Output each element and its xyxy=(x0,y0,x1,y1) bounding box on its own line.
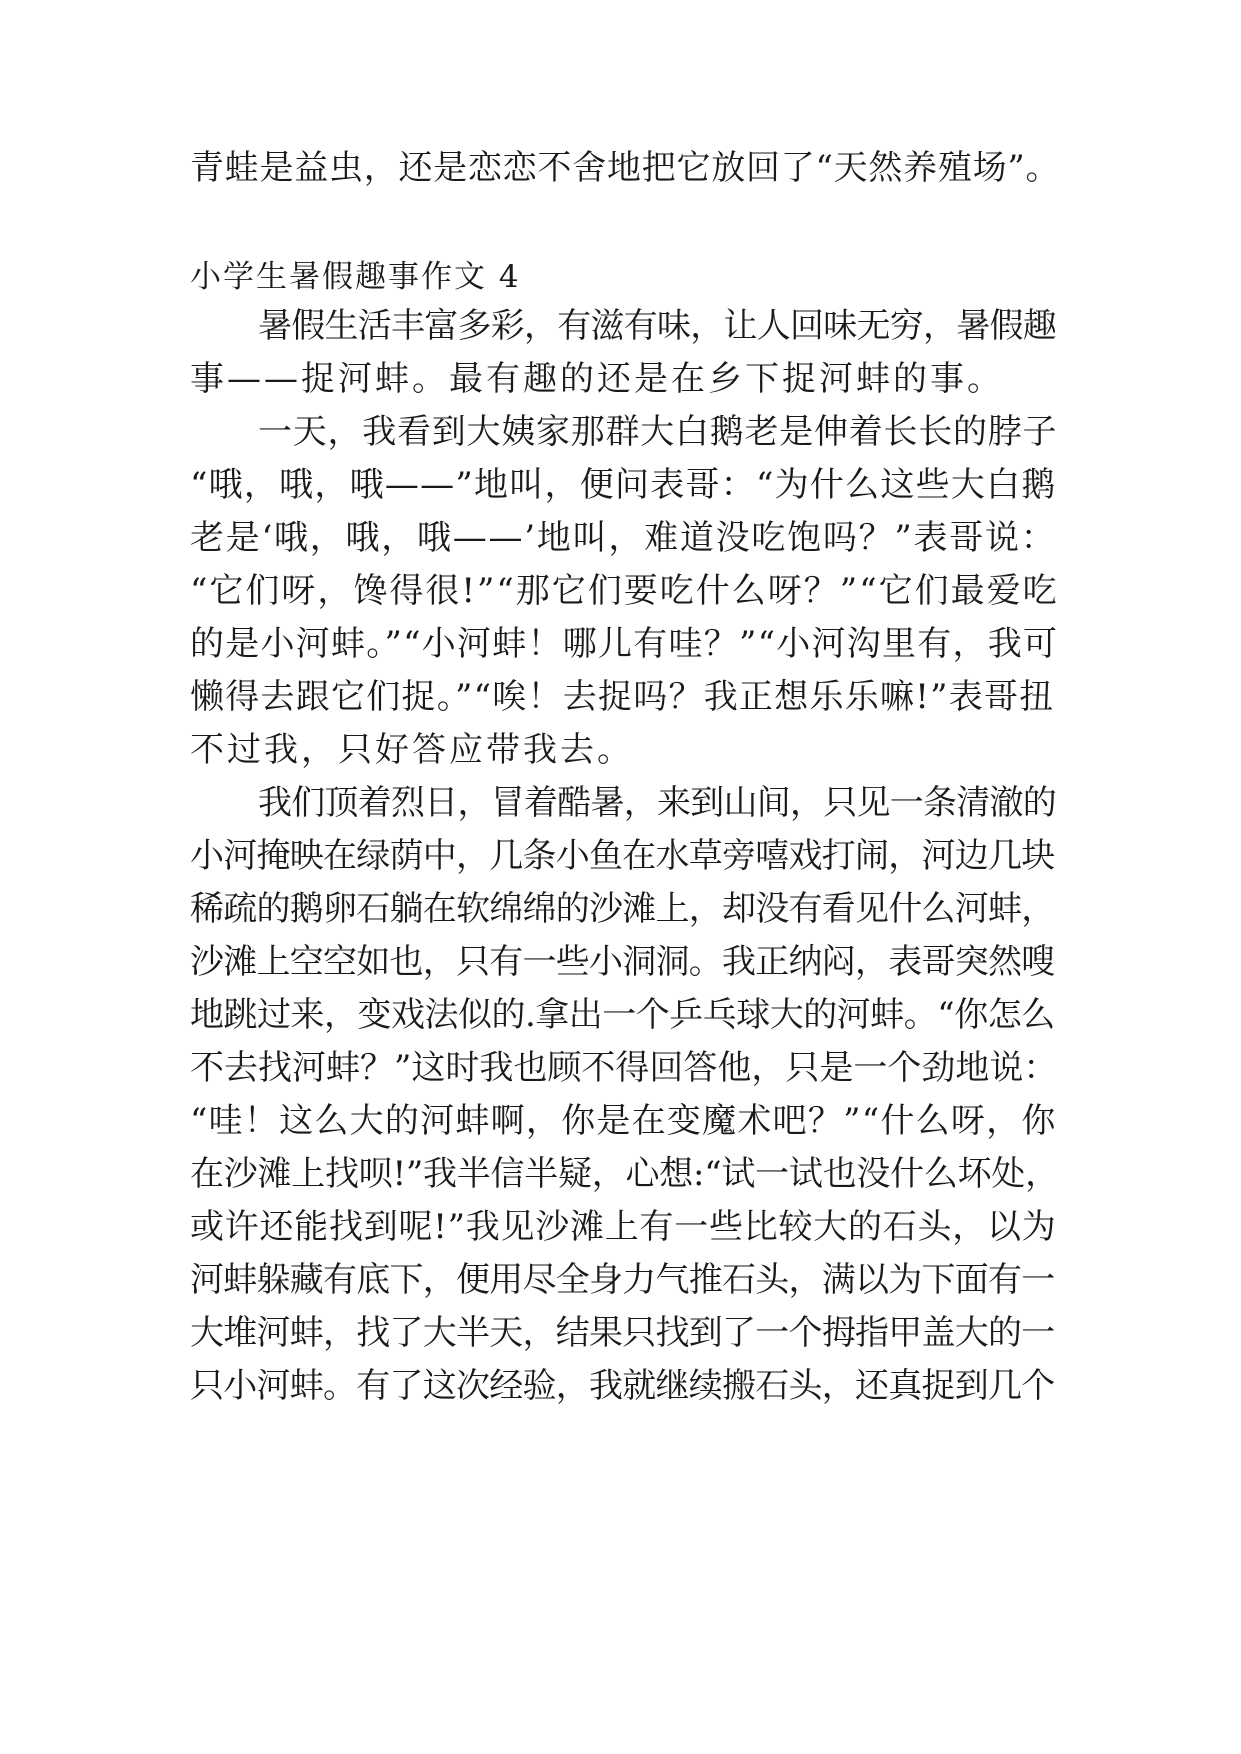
paragraph-2-line-5: 的是小河蚌。”“小河蚌！哪儿有哇？”“小河沟里有，我可 xyxy=(190,624,1059,664)
paragraph-2-line-4: “它们呀，馋得很!”“那它们要吃什么呀？”“它们最爱吃 xyxy=(190,571,1059,611)
intro-line: 青蛙是益虫，还是恋恋不舍地把它放回了“天然养殖场”。 xyxy=(190,148,1061,188)
paragraph-3-line-8: 在沙滩上找呗!”我半信半疑，心想:“试一试也没什么坏处， xyxy=(190,1154,1059,1194)
paragraph-2-line-6: 懒得去跟它们捉。”“唉！去捉吗？我正想乐乐嘛!”表哥扭 xyxy=(190,677,1055,717)
paragraph-1-line-2: 事——捉河蚌。最有趣的还是在乡下捉河蚌的事。 xyxy=(190,359,1004,399)
paragraph-3-line-9: 或许还能找到呢!”我见沙滩上有一些比较大的石头，以为 xyxy=(190,1207,1057,1247)
paragraph-2-line-2: “哦，哦，哦——”地叫，便问表哥：“为什么这些大白鹅 xyxy=(190,465,1057,505)
paragraph-3-line-10: 河蚌躲藏有底下，便用尽全身力气推石头，满以为下面有一 xyxy=(190,1260,1055,1300)
paragraph-3-line-11: 大堆河蚌，找了大半天，结果只找到了一个拇指甲盖大的一 xyxy=(190,1313,1055,1353)
paragraph-3-line-4: 沙滩上空空如也，只有一些小洞洞。我正纳闷，表哥突然嗖 xyxy=(190,942,1055,982)
paragraph-3-line-6: 不去找河蚌？”这时我也顾不得回答他，只是一个劲地说： xyxy=(190,1048,1058,1088)
paragraph-1-line-1: 暑假生活丰富多彩，有滋有味，让人回味无穷，暑假趣 xyxy=(258,306,1056,346)
paragraph-2-line-7: 不过我，只好答应带我去。 xyxy=(190,730,634,770)
paragraph-3-line-5: 地跳过来，变戏法似的.拿出一个乒乓球大的河蚌。“你怎么 xyxy=(190,995,1055,1035)
paragraph-3-line-7: “哇！这么大的河蚌啊，你是在变魔术吧？”“什么呀，你 xyxy=(190,1101,1057,1141)
section-title: 小学生暑假趣事作文 4 xyxy=(190,259,521,295)
paragraph-3-line-12: 只小河蚌。有了这次经验，我就继续搬石头，还真捉到几个 xyxy=(190,1366,1055,1406)
paragraph-3-line-2: 小河掩映在绿荫中，几条小鱼在水草旁嘻戏打闹，河边几块 xyxy=(190,836,1055,876)
paragraph-3-line-1: 我们顶着烈日，冒着酷暑，来到山间，只见一条清澈的 xyxy=(258,783,1056,823)
paragraph-3-line-3: 稀疏的鹅卵石躺在软绵绵的沙滩上，却没有看见什么河蚌， xyxy=(190,889,1055,929)
paragraph-2-line-1: 一天，我看到大姨家那群大白鹅老是伸着长长的脖子 xyxy=(258,412,1058,452)
paragraph-2-line-3: 老是‘哦，哦，哦——’地叫，难道没吃饱吗？”表哥说： xyxy=(190,518,1057,558)
